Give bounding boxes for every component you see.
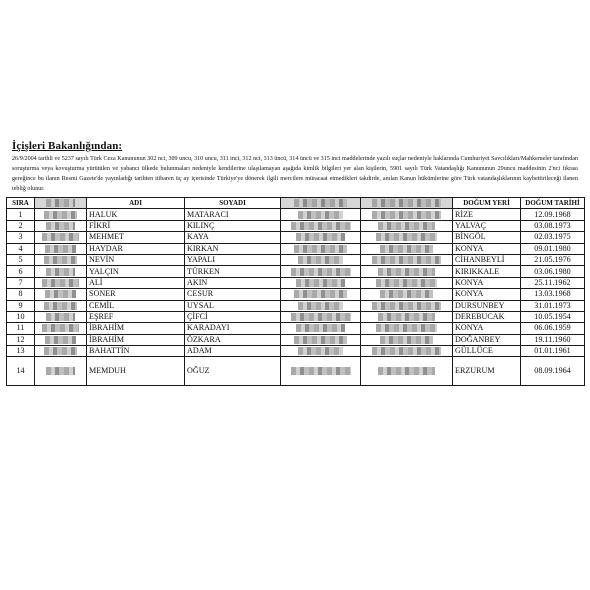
cell-soyadi: CESUR xyxy=(185,289,281,300)
cell-dogum-yeri: ERZURUM xyxy=(453,357,521,386)
cell-adi: HAYDAR xyxy=(87,243,185,254)
redaction-block xyxy=(45,245,76,253)
cell-soyadi: KAYA xyxy=(185,232,281,243)
redaction-block xyxy=(378,222,435,230)
redacted-cell xyxy=(281,266,361,277)
redacted-cell xyxy=(281,209,361,220)
cell-adi: FİKRİ xyxy=(87,220,185,231)
redacted-cell xyxy=(35,323,87,334)
cell-dogum-tarihi: 08.09.1964 xyxy=(521,357,585,386)
redacted-cell xyxy=(281,323,361,334)
redaction-block xyxy=(378,367,435,375)
cell-soyadi: YAPALI xyxy=(185,254,281,265)
redaction-block xyxy=(372,211,442,219)
cell-dogum-tarihi: 25.11.1962 xyxy=(521,277,585,288)
table-row xyxy=(7,300,585,311)
redaction-block xyxy=(44,302,77,310)
redaction-block xyxy=(296,233,346,241)
redaction-block xyxy=(46,199,74,207)
table-row xyxy=(7,266,585,277)
cell-dogum-yeri: BİNGÖL xyxy=(453,232,521,243)
redacted-cell xyxy=(361,357,453,386)
cell-dogum-yeri: KONYA xyxy=(453,277,521,288)
redaction-block xyxy=(376,324,437,332)
cell-sira: 8 xyxy=(7,289,35,300)
redaction-block xyxy=(380,290,432,298)
cell-adi: İBRAHİM xyxy=(87,323,185,334)
redaction-block xyxy=(294,336,347,344)
redacted-cell xyxy=(35,209,87,220)
redaction-block xyxy=(372,199,442,207)
cell-dogum-tarihi: 09.01.1980 xyxy=(521,243,585,254)
person-table xyxy=(6,197,585,386)
table-row xyxy=(7,346,585,357)
redacted-cell xyxy=(281,232,361,243)
cell-dogum-tarihi: 31.01.1973 xyxy=(521,300,585,311)
cell-soyadi: ÖZKARA xyxy=(185,334,281,345)
cell-sira: 1 xyxy=(7,209,35,220)
cell-sira: 9 xyxy=(7,300,35,311)
redacted-header-cell xyxy=(35,198,87,209)
redacted-cell xyxy=(361,254,453,265)
cell-dogum-tarihi: 01.01.1961 xyxy=(521,346,585,357)
redaction-block xyxy=(294,199,347,207)
redacted-cell xyxy=(35,289,87,300)
cell-dogum-tarihi: 03.08.1973 xyxy=(521,220,585,231)
redacted-cell xyxy=(361,346,453,357)
redacted-cell xyxy=(361,266,453,277)
cell-dogum-yeri: DOĞANBEY xyxy=(453,334,521,345)
redaction-block xyxy=(378,313,435,321)
redacted-cell xyxy=(35,220,87,231)
redacted-cell xyxy=(281,243,361,254)
cell-dogum-yeri: CİHANBEYLİ xyxy=(453,254,521,265)
cell-adi: SONER xyxy=(87,289,185,300)
cell-sira: 7 xyxy=(7,277,35,288)
cell-soyadi: KILINÇ xyxy=(185,220,281,231)
header-sira: SIRA xyxy=(7,198,35,209)
redacted-cell xyxy=(35,357,87,386)
redaction-block xyxy=(44,256,77,264)
header-dogum-yeri: DOĞUM YERİ xyxy=(453,198,521,209)
cell-sira: 12 xyxy=(7,334,35,345)
cell-sira: 13 xyxy=(7,346,35,357)
table-row xyxy=(7,209,585,220)
redaction-block xyxy=(376,233,437,241)
redacted-cell xyxy=(281,357,361,386)
cell-dogum-tarihi: 03.06.1980 xyxy=(521,266,585,277)
redacted-cell xyxy=(361,243,453,254)
table-row xyxy=(7,289,585,300)
cell-dogum-yeri: KONYA xyxy=(453,289,521,300)
redacted-cell xyxy=(361,300,453,311)
cell-soyadi: AKIN xyxy=(185,277,281,288)
cell-sira: 10 xyxy=(7,311,35,322)
cell-sira: 6 xyxy=(7,266,35,277)
redaction-block xyxy=(44,347,77,355)
redaction-block xyxy=(296,279,346,287)
table-row xyxy=(7,243,585,254)
redaction-block xyxy=(291,268,351,276)
cell-soyadi: KARADAYI xyxy=(185,323,281,334)
cell-dogum-tarihi: 19.11.1960 xyxy=(521,334,585,345)
table-row xyxy=(7,311,585,322)
cell-dogum-tarihi: 12.09.1968 xyxy=(521,209,585,220)
redaction-block xyxy=(46,313,74,321)
redacted-cell xyxy=(361,220,453,231)
redacted-cell xyxy=(35,346,87,357)
redacted-cell xyxy=(281,346,361,357)
redaction-block xyxy=(372,347,442,355)
cell-dogum-yeri: RİZE xyxy=(453,209,521,220)
redaction-block xyxy=(46,222,74,230)
redaction-block xyxy=(380,245,432,253)
cell-adi: MEMDUH xyxy=(87,357,185,386)
cell-dogum-tarihi: 13.03.1968 xyxy=(521,289,585,300)
cell-adi: YALÇIN xyxy=(87,266,185,277)
cell-soyadi: ÇİFCİ xyxy=(185,311,281,322)
table-header-row xyxy=(7,198,585,209)
redaction-block xyxy=(42,279,80,287)
cell-sira: 11 xyxy=(7,323,35,334)
redaction-block xyxy=(42,324,80,332)
gazette-notice xyxy=(6,140,584,386)
redacted-header-cell xyxy=(361,198,453,209)
redacted-cell xyxy=(281,254,361,265)
cell-dogum-yeri: KONYA xyxy=(453,323,521,334)
redaction-block xyxy=(44,211,77,219)
cell-adi: NEVİN xyxy=(87,254,185,265)
cell-sira: 3 xyxy=(7,232,35,243)
table-row xyxy=(7,220,585,231)
header-soyadi: SOYADI xyxy=(185,198,281,209)
cell-dogum-tarihi: 10.05.1954 xyxy=(521,311,585,322)
header-adi: ADI xyxy=(87,198,185,209)
redacted-cell xyxy=(281,311,361,322)
redaction-block xyxy=(294,290,347,298)
redaction-block xyxy=(296,324,346,332)
cell-sira: 2 xyxy=(7,220,35,231)
cell-soyadi: KIRKAN xyxy=(185,243,281,254)
redaction-block xyxy=(298,347,343,355)
cell-dogum-yeri: GÜLLÜCE xyxy=(453,346,521,357)
redaction-block xyxy=(46,367,74,375)
notice-heading: İçişleri Bakanlığından: xyxy=(12,140,123,152)
cell-dogum-yeri: YALVAÇ xyxy=(453,220,521,231)
redaction-block xyxy=(46,268,74,276)
redacted-cell xyxy=(361,289,453,300)
redaction-block xyxy=(380,336,432,344)
cell-soyadi: UYSAL xyxy=(185,300,281,311)
cell-dogum-tarihi: 21.05.1976 xyxy=(521,254,585,265)
cell-adi: İBRAHİM xyxy=(87,334,185,345)
redaction-block xyxy=(378,268,435,276)
redacted-cell xyxy=(361,209,453,220)
table-row xyxy=(7,232,585,243)
redaction-block xyxy=(298,211,343,219)
redacted-cell xyxy=(35,300,87,311)
redaction-block xyxy=(291,367,351,375)
redacted-cell xyxy=(281,334,361,345)
redaction-block xyxy=(376,279,437,287)
redacted-cell xyxy=(35,266,87,277)
cell-adi: ALİ xyxy=(87,277,185,288)
cell-sira: 14 xyxy=(7,357,35,386)
table-row xyxy=(7,277,585,288)
redacted-cell xyxy=(35,334,87,345)
cell-adi: EŞREF xyxy=(87,311,185,322)
cell-adi: MEHMET xyxy=(87,232,185,243)
redaction-block xyxy=(294,245,347,253)
redacted-cell xyxy=(281,289,361,300)
cell-sira: 5 xyxy=(7,254,35,265)
redacted-cell xyxy=(35,277,87,288)
redacted-cell xyxy=(361,232,453,243)
redaction-block xyxy=(372,256,442,264)
redacted-cell xyxy=(281,300,361,311)
cell-soyadi: MATARACI xyxy=(185,209,281,220)
cell-dogum-yeri: DURSUNBEY xyxy=(453,300,521,311)
redacted-cell xyxy=(35,232,87,243)
header-dogum-tarihi: DOĞUM TARİHİ xyxy=(521,198,585,209)
cell-dogum-tarihi: 06.06.1959 xyxy=(521,323,585,334)
redaction-block xyxy=(298,256,343,264)
redacted-header-cell xyxy=(281,198,361,209)
redacted-cell xyxy=(281,220,361,231)
redacted-cell xyxy=(361,311,453,322)
table-row xyxy=(7,357,585,386)
redacted-cell xyxy=(361,277,453,288)
redacted-cell xyxy=(281,277,361,288)
cell-dogum-yeri: KIRIKKALE xyxy=(453,266,521,277)
cell-soyadi: TÜRKEN xyxy=(185,266,281,277)
table-row xyxy=(7,334,585,345)
table-row xyxy=(7,323,585,334)
cell-adi: BAHATTİN xyxy=(87,346,185,357)
cell-soyadi: ADAM xyxy=(185,346,281,357)
redaction-block xyxy=(45,290,76,298)
redacted-cell xyxy=(35,243,87,254)
table-row xyxy=(7,254,585,265)
redaction-block xyxy=(291,222,351,230)
cell-dogum-yeri: KONYA xyxy=(453,243,521,254)
redaction-block xyxy=(298,302,343,310)
redaction-block xyxy=(291,313,351,321)
redaction-block xyxy=(42,233,80,241)
redacted-cell xyxy=(35,311,87,322)
cell-sira: 4 xyxy=(7,243,35,254)
redacted-cell xyxy=(361,334,453,345)
redacted-cell xyxy=(361,323,453,334)
cell-dogum-yeri: DEREBUCAK xyxy=(453,311,521,322)
redaction-block xyxy=(372,302,442,310)
cell-adi: HALUK xyxy=(87,209,185,220)
cell-soyadi: OĞUZ xyxy=(185,357,281,386)
notice-paragraph: 26/9/2004 tarihli ve 5237 sayılı Türk Ceza Kanununun 302 nci, 309 uncu, 310 uncu, 311 inci, 312 nci, 313 üncü, 314 üncü ve 315 inci maddelerinde yazılı suçlar nedeniyle haklarında Cumhuriyet Savcılıkları/Mahkemeler tarafından soruşturma veya kovuşturma yürütülen ve yabancı ülkede bulunmaları nedeniyle kendilerine ulaşılamayan aşağıda kimlik bilgileri yer alan kişilerin, 5901 sayılı Türk Vatandaşlığı Kanununun 29uncu maddesinin 2'nci fıkrası gereğince bu ilanın Resmi Gazete'de yayınladığı tarihten itibaren üç ay içerisinde Türkiye'ye dönerek ilgili mercilere müracaat etmedikleri takdirde, anılan Kanun hükümlerine göre Türk vatandaşlıklarının kaybettirileceği ilanen tebliğ olunur. xyxy=(12,156,578,192)
cell-dogum-tarihi: 02.03.1975 xyxy=(521,232,585,243)
redaction-block xyxy=(45,336,76,344)
cell-adi: CEMİL xyxy=(87,300,185,311)
redacted-cell xyxy=(35,254,87,265)
